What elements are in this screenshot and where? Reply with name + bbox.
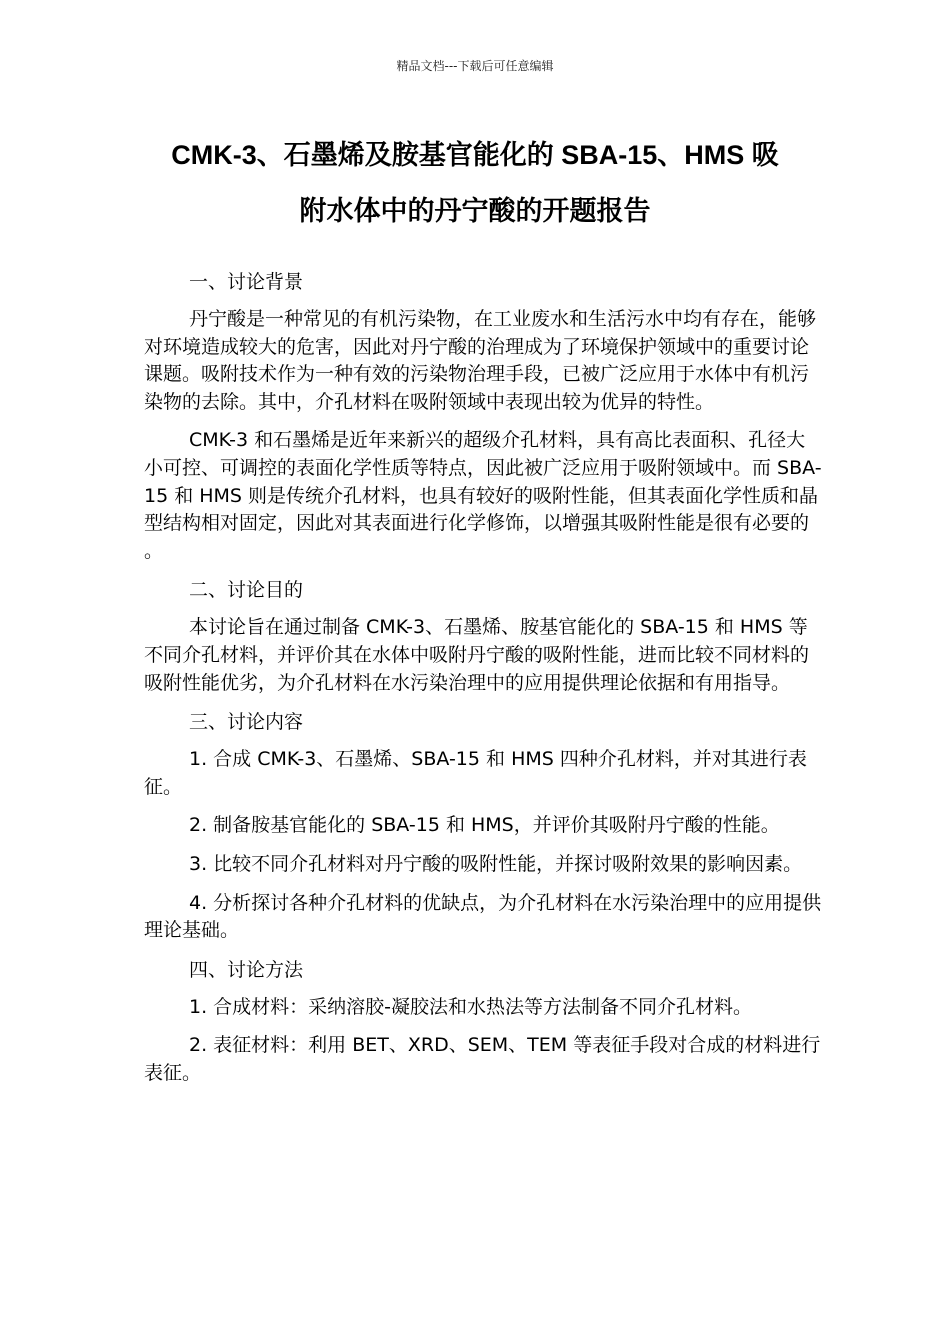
section-heading-method: 四、讨论方法 xyxy=(189,958,304,981)
document-body xyxy=(144,268,822,1098)
section-heading-purpose: 二、讨论目的 xyxy=(189,579,304,602)
background-paragraph-1: 丹宁酸是一种常见的有机污染物，在工业废水和生活污水中均有存在，能够对环境造成较大的危害，因此对丹宁酸的治理成为了环境保护领域中的重要讨论课题。吸附技术作为一种有效的污染物治理手段，已被广泛应用于水体中有机污染物的去除。其中，介孔材料在吸附领域中表现出较为优异的特性。 xyxy=(144,308,817,413)
document-title-line-2: 附水体中的丹宁酸的开题报告 xyxy=(299,196,651,226)
method-item-1: 1. 合成材料：采纳溶胶-凝胶法和水热法等方法制备不同介孔材料。 xyxy=(189,995,753,1018)
method-item-2: 2. 表征材料：利用 BET、XRD、SEM、TEM 等表征手段对合成的材料进行表征。 xyxy=(144,1034,821,1084)
purpose-paragraph: 本讨论旨在通过制备 CMK-3、石墨烯、胺基官能化的 SBA-15 和 HMS 等不同介孔材料，并评价其在水体中吸附丹宁酸的吸附性能，进而比较不同材料的吸附性能优劣，为介孔材料在水污染治理中的应用提供理论依据和有用指导。 xyxy=(144,616,810,694)
document-title-line-1: CMK-3、石墨烯及胺基官能化的 SBA-15、HMS 吸 xyxy=(171,140,779,170)
content-item-1: 1. 合成 CMK-3、石墨烯、SBA-15 和 HMS 四种介孔材料，并对其进行表征。 xyxy=(144,748,807,798)
content-item-3: 3. 比较不同介孔材料对丹宁酸的吸附性能，并探讨吸附效果的影响因素。 xyxy=(189,852,803,875)
background-paragraph-2: CMK-3 和石墨烯是近年来新兴的超级介孔材料，具有高比表面积、孔径大小可控、可调控的表面化学性质等特点，因此被广泛应用于吸附领域中。而 SBA-15 和 HMS 则是传统介孔材料，也具有较好的吸附性能，但其表面化学性质和晶型结构相对固定，因此对其表面进行化学修饰，以增强其吸附性能是很有必要的。 xyxy=(144,429,822,562)
section-heading-background: 一、讨论背景 xyxy=(189,271,304,293)
content-item-2: 2. 制备胺基官能化的 SBA-15 和 HMS，并评价其吸附丹宁酸的性能。 xyxy=(189,814,780,837)
section-heading-content: 三、讨论内容 xyxy=(189,711,304,734)
content-item-4: 4. 分析探讨各种介孔材料的优缺点，为介孔材料在水污染治理中的应用提供理论基础。 xyxy=(144,891,822,942)
header-note: 精品文档---下载后可任意编辑 xyxy=(396,59,554,73)
